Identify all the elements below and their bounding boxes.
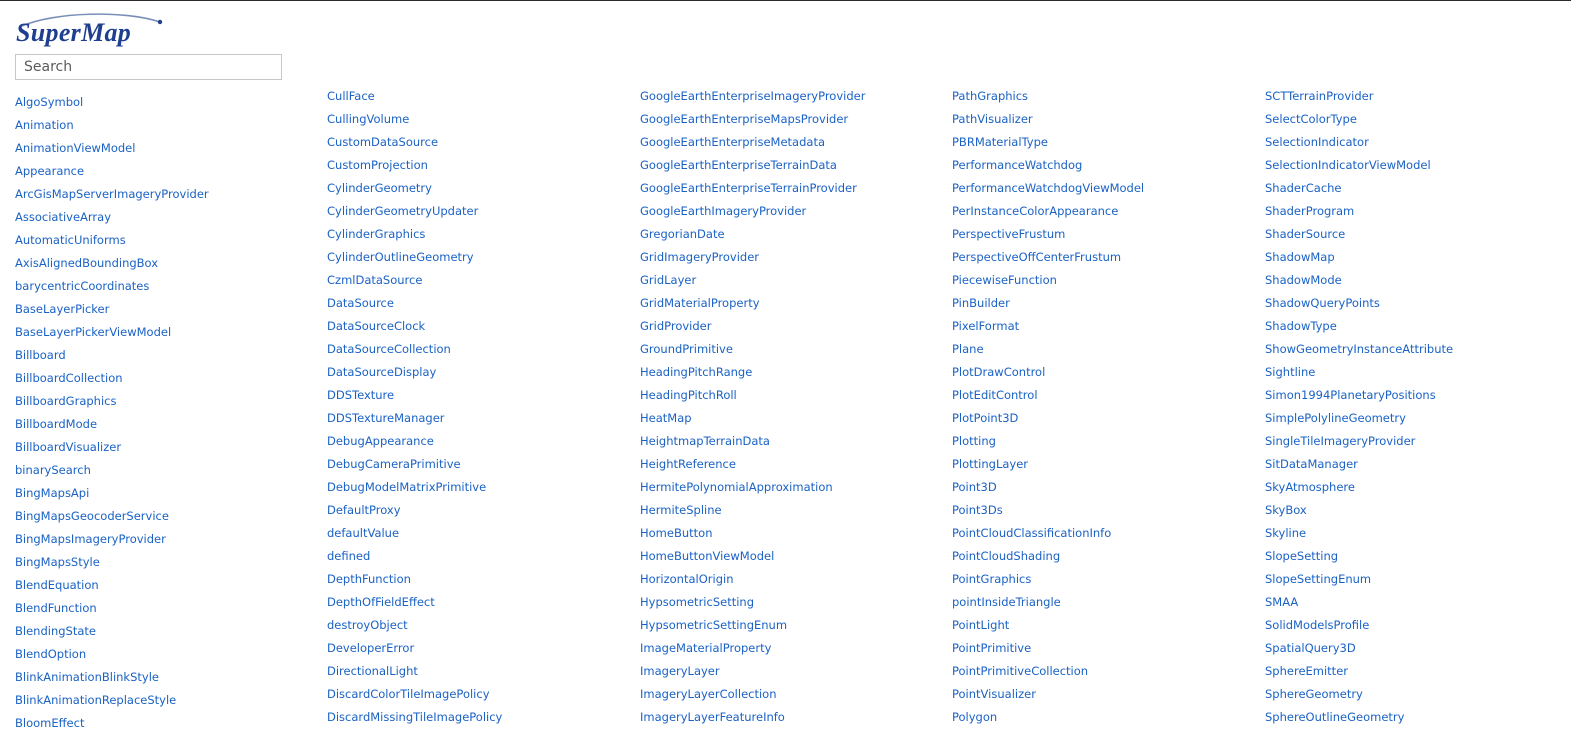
class-column-2-item bbox=[640, 571, 865, 594]
class-column-4-link[interactable]: ShadowMap bbox=[1265, 250, 1335, 264]
sidebar-class-item bbox=[15, 140, 209, 163]
class-column-2-item bbox=[640, 594, 865, 617]
sidebar-class-link[interactable]: BlendEquation bbox=[15, 578, 99, 592]
class-column-1-link[interactable]: DeveloperError bbox=[327, 641, 415, 655]
class-column-1-item bbox=[327, 479, 502, 502]
class-column-3-link[interactable]: PerspectiveFrustum bbox=[952, 227, 1066, 241]
sidebar-class-item bbox=[15, 439, 209, 462]
class-column-1-link[interactable]: destroyObject bbox=[327, 618, 408, 632]
class-column-3-item bbox=[952, 594, 1144, 617]
class-column-4-link[interactable]: SMAA bbox=[1265, 595, 1299, 609]
sidebar-class-item bbox=[15, 324, 209, 347]
sidebar-class-item bbox=[15, 577, 209, 600]
class-column-1-item bbox=[327, 387, 502, 410]
class-column-1-item bbox=[327, 502, 502, 525]
sidebar-class-item bbox=[15, 301, 209, 324]
class-column-2-link[interactable]: GoogleEarthEnterpriseMetadata bbox=[640, 135, 826, 149]
sidebar-class-link[interactable]: BlendFunction bbox=[15, 601, 97, 615]
class-column-4-item bbox=[1265, 249, 1453, 272]
class-column-1-item bbox=[327, 433, 502, 456]
sidebar-class-link[interactable]: AnimationViewModel bbox=[15, 141, 136, 155]
class-column-1-item bbox=[327, 203, 502, 226]
class-column-1-link[interactable]: DataSourceClock bbox=[327, 319, 426, 333]
class-column-2-item bbox=[640, 203, 865, 226]
class-column-1-link[interactable]: DDSTexture bbox=[327, 388, 395, 402]
class-column-1-item bbox=[327, 571, 502, 594]
class-column-3-link[interactable]: PinBuilder bbox=[952, 296, 1010, 310]
sidebar-class-link[interactable]: AlgoSymbol bbox=[15, 95, 84, 109]
class-column-4 bbox=[1265, 88, 1453, 732]
sidebar-class-item bbox=[15, 623, 209, 646]
class-column-4-link[interactable]: SelectColorType bbox=[1265, 112, 1357, 126]
class-column-3-item bbox=[952, 617, 1144, 640]
sidebar-class-item bbox=[15, 646, 209, 669]
class-column-2-item bbox=[640, 686, 865, 709]
sidebar-class-link[interactable]: BillboardVisualizer bbox=[15, 440, 122, 454]
sidebar-class-item bbox=[15, 278, 209, 301]
class-column-4-link[interactable]: ShadowQueryPoints bbox=[1265, 296, 1380, 310]
class-column-4-link[interactable]: Sightline bbox=[1265, 365, 1316, 379]
class-column-1-item bbox=[327, 249, 502, 272]
class-column-2-item bbox=[640, 341, 865, 364]
class-column-4-item bbox=[1265, 111, 1453, 134]
class-column-4-link[interactable]: SkyBox bbox=[1265, 503, 1307, 517]
class-column-1-item bbox=[327, 272, 502, 295]
class-column-2-link[interactable]: GregorianDate bbox=[640, 227, 725, 241]
class-column-3-item bbox=[952, 203, 1144, 226]
class-column-4-link[interactable]: ShadowMode bbox=[1265, 273, 1342, 287]
class-column-2-item bbox=[640, 548, 865, 571]
class-column-1-item bbox=[327, 686, 502, 709]
class-column-3-link[interactable]: Plane bbox=[952, 342, 984, 356]
sidebar-class-item bbox=[15, 370, 209, 393]
class-column-2-link[interactable]: ImageMaterialProperty bbox=[640, 641, 772, 655]
sidebar-class-item bbox=[15, 117, 209, 140]
class-column-2-link[interactable]: GoogleEarthEnterpriseTerrainData bbox=[640, 158, 837, 172]
logo-text: SuperMap bbox=[16, 18, 132, 47]
class-column-3-item bbox=[952, 479, 1144, 502]
class-column-4-item bbox=[1265, 203, 1453, 226]
class-column-2-item bbox=[640, 134, 865, 157]
class-column-1-link[interactable]: defined bbox=[327, 549, 371, 563]
class-column-1-link[interactable]: DataSource bbox=[327, 296, 394, 310]
class-column-2-item bbox=[640, 640, 865, 663]
class-column-1-item bbox=[327, 226, 502, 249]
class-column-3-link[interactable]: PlotEditControl bbox=[952, 388, 1038, 402]
class-column-2-link[interactable]: GroundPrimitive bbox=[640, 342, 733, 356]
class-column-1-item bbox=[327, 456, 502, 479]
class-column-4-link[interactable]: SlopeSettingEnum bbox=[1265, 572, 1372, 586]
class-column-4-item bbox=[1265, 548, 1453, 571]
class-column-2-link[interactable]: ImageryLayerCollection bbox=[640, 687, 777, 701]
class-column-3-link[interactable]: Point3Ds bbox=[952, 503, 1003, 517]
class-column-3-item bbox=[952, 180, 1144, 203]
class-column-1-item bbox=[327, 295, 502, 318]
class-column-2-link[interactable]: ImageryLayerFeatureInfo bbox=[640, 710, 785, 724]
class-column-1-link[interactable]: DebugAppearance bbox=[327, 434, 434, 448]
class-column-3-item bbox=[952, 88, 1144, 111]
sidebar-class-link[interactable]: Appearance bbox=[15, 164, 85, 178]
sidebar-class-link[interactable]: ArcGisMapServerImageryProvider bbox=[15, 187, 209, 201]
class-column-3 bbox=[952, 88, 1144, 732]
class-column-1-link[interactable]: CylinderGeometryUpdater bbox=[327, 204, 479, 218]
class-column-2-link[interactable]: HypsometricSettingEnum bbox=[640, 618, 788, 632]
sidebar-class-link[interactable]: BaseLayerPickerViewModel bbox=[15, 325, 172, 339]
class-column-4-item bbox=[1265, 341, 1453, 364]
class-column-2-item bbox=[640, 709, 865, 732]
class-column-4-link[interactable]: ShaderSource bbox=[1265, 227, 1346, 241]
class-column-2-link[interactable]: GoogleEarthEnterpriseTerrainProvider bbox=[640, 181, 857, 195]
sidebar-class-item bbox=[15, 209, 209, 232]
class-column-2-item bbox=[640, 456, 865, 479]
class-column-1-link[interactable]: CylinderOutlineGeometry bbox=[327, 250, 474, 264]
class-column-1-link[interactable]: DepthFunction bbox=[327, 572, 411, 586]
sidebar-class-item bbox=[15, 186, 209, 209]
sidebar-class-link[interactable]: AxisAlignedBoundingBox bbox=[15, 256, 159, 270]
class-column-1-item bbox=[327, 157, 502, 180]
class-column-3-item bbox=[952, 341, 1144, 364]
class-column-2-item bbox=[640, 180, 865, 203]
class-column-2-link[interactable]: HeightmapTerrainData bbox=[640, 434, 770, 448]
class-column-4-item bbox=[1265, 594, 1453, 617]
class-column-3-link[interactable]: PixelFormat bbox=[952, 319, 1020, 333]
class-column-3-item bbox=[952, 640, 1144, 663]
class-column-4-link[interactable]: SCTTerrainProvider bbox=[1265, 89, 1374, 103]
class-column-1-item bbox=[327, 594, 502, 617]
class-column-3-item bbox=[952, 157, 1144, 180]
class-column-3-link[interactable]: PathVisualizer bbox=[952, 112, 1033, 126]
class-column-1-item bbox=[327, 134, 502, 157]
class-column-1-item bbox=[327, 663, 502, 686]
class-column-2-item bbox=[640, 387, 865, 410]
class-column-3-link[interactable]: PointPrimitiveCollection bbox=[952, 664, 1089, 678]
sidebar-class-link[interactable]: barycentricCoordinates bbox=[15, 279, 150, 293]
sidebar-class-link[interactable]: binarySearch bbox=[15, 463, 91, 477]
class-column-2-link[interactable]: ImageryLayer bbox=[640, 664, 720, 678]
class-column-2-link[interactable]: HermiteSpline bbox=[640, 503, 722, 517]
class-column-1-link[interactable]: DirectionalLight bbox=[327, 664, 418, 678]
class-column-4-link[interactable]: SlopeSetting bbox=[1265, 549, 1339, 563]
class-column-4-item bbox=[1265, 387, 1453, 410]
class-column-3-item bbox=[952, 525, 1144, 548]
class-column-1-link[interactable]: CullingVolume bbox=[327, 112, 410, 126]
class-column-3-link[interactable]: PBRMaterialType bbox=[952, 135, 1048, 149]
sidebar-class-link[interactable]: BlendOption bbox=[15, 647, 87, 661]
sidebar-class-link[interactable]: AssociativeArray bbox=[15, 210, 112, 224]
class-column-2-link[interactable]: GridLayer bbox=[640, 273, 697, 287]
class-column-4-item bbox=[1265, 617, 1453, 640]
class-column-2-item bbox=[640, 433, 865, 456]
class-column-2-item bbox=[640, 318, 865, 341]
class-column-1-link[interactable]: defaultValue bbox=[327, 526, 400, 540]
class-column-2-link[interactable]: GridProvider bbox=[640, 319, 712, 333]
class-column-4-link[interactable]: SitDataManager bbox=[1265, 457, 1358, 471]
sidebar-class-item bbox=[15, 692, 209, 715]
class-column-4-item bbox=[1265, 686, 1453, 709]
sidebar-class-link[interactable]: BillboardGraphics bbox=[15, 394, 117, 408]
class-column-4-item bbox=[1265, 410, 1453, 433]
class-column-4-link[interactable]: Skyline bbox=[1265, 526, 1307, 540]
class-column-3-item bbox=[952, 111, 1144, 134]
class-column-1-link[interactable]: CustomDataSource bbox=[327, 135, 439, 149]
sidebar-class-link[interactable]: BloomEffect bbox=[15, 716, 85, 730]
class-column-2-link[interactable]: HomeButtonViewModel bbox=[640, 549, 775, 563]
class-column-3-link[interactable]: PointVisualizer bbox=[952, 687, 1036, 701]
class-column-4-item bbox=[1265, 318, 1453, 341]
sidebar-class-item bbox=[15, 485, 209, 508]
class-column-4-link[interactable]: SphereOutlineGeometry bbox=[1265, 710, 1405, 724]
class-column-3-item bbox=[952, 387, 1144, 410]
sidebar-class-link[interactable]: Animation bbox=[15, 118, 74, 132]
class-column-2-item bbox=[640, 226, 865, 249]
class-column-2-link[interactable]: GoogleEarthEnterpriseMapsProvider bbox=[640, 112, 849, 126]
class-column-3-item bbox=[952, 663, 1144, 686]
class-column-4-item bbox=[1265, 272, 1453, 295]
class-column-2-link[interactable]: HeightReference bbox=[640, 457, 736, 471]
class-column-3-link[interactable]: PlottingLayer bbox=[952, 457, 1029, 471]
class-column-1-link[interactable]: CylinderGeometry bbox=[327, 181, 432, 195]
sidebar-class-link[interactable]: BingMapsImageryProvider bbox=[15, 532, 166, 546]
class-column-1-item bbox=[327, 111, 502, 134]
class-column-3-link[interactable]: PiecewiseFunction bbox=[952, 273, 1057, 287]
class-column-1-item bbox=[327, 548, 502, 571]
class-column-1-link[interactable]: CustomProjection bbox=[327, 158, 428, 172]
class-column-2-item bbox=[640, 410, 865, 433]
class-column-4-item bbox=[1265, 709, 1453, 732]
class-column-2-item bbox=[640, 525, 865, 548]
class-column-4-item bbox=[1265, 640, 1453, 663]
supermap-logo[interactable] bbox=[14, 12, 174, 52]
class-column-4-link[interactable]: ShaderCache bbox=[1265, 181, 1342, 195]
sidebar-class-item bbox=[15, 232, 209, 255]
class-column-4-item bbox=[1265, 134, 1453, 157]
class-column-4-item bbox=[1265, 502, 1453, 525]
sidebar-class-link[interactable]: BaseLayerPicker bbox=[15, 302, 110, 316]
class-column-2-link[interactable]: HorizontalOrigin bbox=[640, 572, 734, 586]
class-column-2-link[interactable]: HeadingPitchRange bbox=[640, 365, 753, 379]
class-column-2-item bbox=[640, 111, 865, 134]
class-column-4-link[interactable]: SphereEmitter bbox=[1265, 664, 1348, 678]
class-column-3-item bbox=[952, 318, 1144, 341]
class-column-4-item bbox=[1265, 456, 1453, 479]
class-column-3-link[interactable]: Point3D bbox=[952, 480, 997, 494]
class-column-3-item bbox=[952, 433, 1144, 456]
class-column-1-link[interactable]: DataSourceDisplay bbox=[327, 365, 437, 379]
class-column-1-item bbox=[327, 617, 502, 640]
class-column-1-item bbox=[327, 640, 502, 663]
class-column-2 bbox=[640, 88, 865, 732]
class-column-4-link[interactable]: SphereGeometry bbox=[1265, 687, 1363, 701]
sidebar-class-link[interactable]: BlinkAnimationBlinkStyle bbox=[15, 670, 159, 684]
class-column-3-link[interactable]: pointInsideTriangle bbox=[952, 595, 1061, 609]
sidebar-class-link[interactable]: BillboardCollection bbox=[15, 371, 123, 385]
sidebar-class-link[interactable]: BlinkAnimationReplaceStyle bbox=[15, 693, 177, 707]
class-column-4-link[interactable]: SelectionIndicator bbox=[1265, 135, 1369, 149]
class-column-1-link[interactable]: DDSTextureManager bbox=[327, 411, 445, 425]
class-column-1-item bbox=[327, 180, 502, 203]
class-column-1-item bbox=[327, 410, 502, 433]
top-border bbox=[0, 0, 1571, 1]
class-column-2-item bbox=[640, 502, 865, 525]
class-column-2-link[interactable]: GridImageryProvider bbox=[640, 250, 760, 264]
class-column-3-link[interactable]: PlotPoint3D bbox=[952, 411, 1019, 425]
sidebar-class-list bbox=[15, 94, 209, 738]
class-column-4-link[interactable]: ShadowType bbox=[1265, 319, 1337, 333]
class-column-3-item bbox=[952, 548, 1144, 571]
class-column-3-item bbox=[952, 410, 1144, 433]
class-column-2-item bbox=[640, 272, 865, 295]
class-column-3-link[interactable]: Polygon bbox=[952, 710, 998, 724]
class-column-4-link[interactable]: ShaderProgram bbox=[1265, 204, 1355, 218]
class-column-2-item bbox=[640, 663, 865, 686]
class-column-1-link[interactable]: DepthOfFieldEffect bbox=[327, 595, 435, 609]
class-column-3-link[interactable]: PerformanceWatchdog bbox=[952, 158, 1083, 172]
class-column-4-link[interactable]: SingleTileImageryProvider bbox=[1265, 434, 1416, 448]
class-column-4-item bbox=[1265, 571, 1453, 594]
class-column-3-item bbox=[952, 502, 1144, 525]
class-column-4-item bbox=[1265, 479, 1453, 502]
class-column-4-item bbox=[1265, 180, 1453, 203]
class-column-4-item bbox=[1265, 88, 1453, 111]
class-column-4-link[interactable]: SolidModelsProfile bbox=[1265, 618, 1370, 632]
sidebar-class-item bbox=[15, 715, 209, 738]
sidebar-class-item bbox=[15, 669, 209, 692]
class-column-4-item bbox=[1265, 433, 1453, 456]
class-column-3-link[interactable]: PointGraphics bbox=[952, 572, 1032, 586]
class-column-1-link[interactable]: CullFace bbox=[327, 89, 375, 103]
class-column-1-link[interactable]: DebugCameraPrimitive bbox=[327, 457, 461, 471]
sidebar-class-link[interactable]: Billboard bbox=[15, 348, 66, 362]
class-column-2-item bbox=[640, 364, 865, 387]
class-column-3-item bbox=[952, 364, 1144, 387]
sidebar-class-item bbox=[15, 163, 209, 186]
class-column-2-link[interactable]: HeatMap bbox=[640, 411, 692, 425]
sidebar-class-item bbox=[15, 531, 209, 554]
class-column-3-link[interactable]: PointLight bbox=[952, 618, 1010, 632]
sidebar-class-link[interactable]: BlendingState bbox=[15, 624, 96, 638]
class-column-1-link[interactable]: DiscardColorTileImagePolicy bbox=[327, 687, 490, 701]
class-column-1-item bbox=[327, 318, 502, 341]
sidebar-class-item bbox=[15, 347, 209, 370]
class-column-3-item bbox=[952, 709, 1144, 732]
class-column-2-link[interactable]: GridMaterialProperty bbox=[640, 296, 760, 310]
class-column-2-item bbox=[640, 249, 865, 272]
class-column-2-link[interactable]: GoogleEarthImageryProvider bbox=[640, 204, 807, 218]
class-column-3-item bbox=[952, 686, 1144, 709]
class-column-1 bbox=[327, 88, 502, 732]
class-column-1-link[interactable]: CzmlDataSource bbox=[327, 273, 423, 287]
class-column-4-link[interactable]: SelectionIndicatorViewModel bbox=[1265, 158, 1431, 172]
class-column-1-item bbox=[327, 88, 502, 111]
sidebar-class-link[interactable]: BingMapsStyle bbox=[15, 555, 100, 569]
class-column-1-item bbox=[327, 341, 502, 364]
class-column-3-item bbox=[952, 134, 1144, 157]
class-column-4-link[interactable]: SkyAtmosphere bbox=[1265, 480, 1355, 494]
class-column-4-item bbox=[1265, 663, 1453, 686]
class-column-4-link[interactable]: SpatialQuery3D bbox=[1265, 641, 1356, 655]
class-column-3-item bbox=[952, 456, 1144, 479]
class-column-2-link[interactable]: GoogleEarthEnterpriseImageryProvider bbox=[640, 89, 866, 103]
class-column-2-item bbox=[640, 157, 865, 180]
class-column-2-link[interactable]: HermitePolynomialApproximation bbox=[640, 480, 833, 494]
class-column-3-link[interactable]: PerInstanceColorAppearance bbox=[952, 204, 1119, 218]
class-column-2-item bbox=[640, 88, 865, 111]
class-column-3-link[interactable]: PerformanceWatchdogViewModel bbox=[952, 181, 1145, 195]
class-column-1-item bbox=[327, 709, 502, 732]
sidebar-class-item bbox=[15, 416, 209, 439]
class-column-2-link[interactable]: HypsometricSetting bbox=[640, 595, 754, 609]
class-column-3-link[interactable]: PointPrimitive bbox=[952, 641, 1032, 655]
class-column-4-item bbox=[1265, 364, 1453, 387]
class-column-3-link[interactable]: PathGraphics bbox=[952, 89, 1029, 103]
class-column-4-item bbox=[1265, 226, 1453, 249]
sidebar-class-item bbox=[15, 508, 209, 531]
class-column-3-item bbox=[952, 295, 1144, 318]
search-input[interactable] bbox=[15, 54, 282, 80]
sidebar-class-item bbox=[15, 393, 209, 416]
class-column-3-link[interactable]: PointCloudClassificationInfo bbox=[952, 526, 1112, 540]
class-column-1-link[interactable]: CylinderGraphics bbox=[327, 227, 426, 241]
class-column-3-item bbox=[952, 249, 1144, 272]
class-column-4-link[interactable]: SimplePolylineGeometry bbox=[1265, 411, 1406, 425]
sidebar-class-item bbox=[15, 554, 209, 577]
class-column-1-link[interactable]: DebugModelMatrixPrimitive bbox=[327, 480, 487, 494]
sidebar-class-link[interactable]: BillboardMode bbox=[15, 417, 98, 431]
class-column-2-item bbox=[640, 295, 865, 318]
sidebar-class-item bbox=[15, 94, 209, 117]
class-column-3-item bbox=[952, 272, 1144, 295]
class-column-3-link[interactable]: Plotting bbox=[952, 434, 996, 448]
class-column-3-item bbox=[952, 226, 1144, 249]
class-column-3-link[interactable]: PerspectiveOffCenterFrustum bbox=[952, 250, 1122, 264]
class-column-3-link[interactable]: PlotDrawControl bbox=[952, 365, 1046, 379]
class-column-1-item bbox=[327, 364, 502, 387]
sidebar-class-link[interactable]: BingMapsGeocoderService bbox=[15, 509, 169, 523]
sidebar-class-link[interactable]: BingMapsApi bbox=[15, 486, 90, 500]
class-column-2-item bbox=[640, 617, 865, 640]
class-column-4-item bbox=[1265, 157, 1453, 180]
sidebar-class-item bbox=[15, 600, 209, 623]
class-column-1-link[interactable]: DiscardMissingTileImagePolicy bbox=[327, 710, 503, 724]
class-column-4-item bbox=[1265, 295, 1453, 318]
class-column-4-link[interactable]: ShowGeometryInstanceAttribute bbox=[1265, 342, 1454, 356]
class-column-2-link[interactable]: HeadingPitchRoll bbox=[640, 388, 737, 402]
class-column-4-item bbox=[1265, 525, 1453, 548]
class-column-3-link[interactable]: PointCloudShading bbox=[952, 549, 1061, 563]
sidebar-class-link[interactable]: AutomaticUniforms bbox=[15, 233, 126, 247]
class-column-2-link[interactable]: HomeButton bbox=[640, 526, 713, 540]
class-column-1-link[interactable]: DefaultProxy bbox=[327, 503, 401, 517]
class-column-2-item bbox=[640, 479, 865, 502]
class-column-4-link[interactable]: Simon1994PlanetaryPositions bbox=[1265, 388, 1436, 402]
class-column-1-item bbox=[327, 525, 502, 548]
sidebar-class-item bbox=[15, 462, 209, 485]
class-column-1-link[interactable]: DataSourceCollection bbox=[327, 342, 451, 356]
sidebar-class-item bbox=[15, 255, 209, 278]
class-column-3-item bbox=[952, 571, 1144, 594]
